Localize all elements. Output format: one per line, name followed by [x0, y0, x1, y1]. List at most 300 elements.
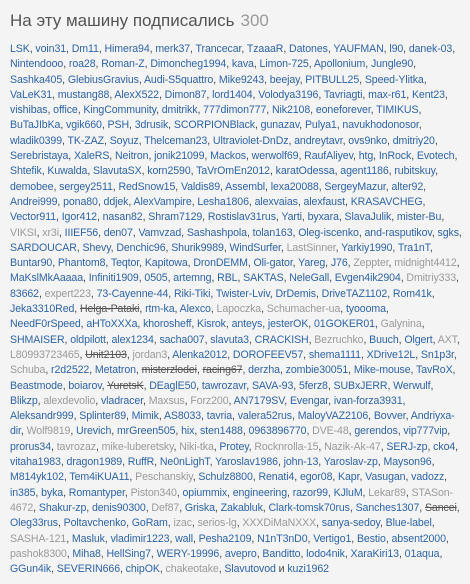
subscriber-link[interactable]: LSK [10, 43, 30, 55]
subscriber-link[interactable]: Yareg [298, 257, 326, 270]
subscriber-link[interactable]: Valdis89 [180, 180, 221, 193]
subscriber-link[interactable]: Zeppter [353, 257, 389, 270]
subscriber-link[interactable]: Beastmode [10, 379, 63, 392]
subscriber-link[interactable]: byxara [307, 211, 339, 224]
subscriber-link[interactable]: Tavriagti [323, 88, 363, 101]
subscriber-link[interactable]: opiummix [182, 486, 228, 499]
subscriber-link[interactable]: DriveTAZ1102 [321, 287, 388, 300]
subscriber-link[interactable]: Rocknrolla-15 [254, 440, 319, 453]
subscriber-link[interactable]: Oli-gator [253, 257, 293, 270]
subscriber-link[interactable]: XaraKiri13 [350, 547, 399, 560]
subscriber-link[interactable]: Audi-S5quattro [143, 73, 214, 86]
subscriber-link[interactable]: danek-03 [408, 43, 453, 55]
subscriber-link[interactable]: vgik660 [66, 119, 102, 132]
subscriber-link[interactable]: J76 [330, 257, 348, 270]
subscriber-link[interactable]: Igor412 [61, 211, 97, 224]
subscriber-link[interactable]: 777dimon777 [203, 104, 267, 117]
subscriber-link[interactable]: SERJ-zp [386, 440, 428, 453]
subscriber-link[interactable]: SCORPIONBlack [173, 119, 255, 132]
subscriber-link[interactable]: VaLeK31 [10, 88, 53, 101]
subscriber-link[interactable]: tawrozavr [201, 379, 247, 392]
subscriber-link[interactable]: Metatron [94, 364, 136, 377]
subscriber-link[interactable]: and-rasputikov [364, 226, 432, 239]
subscriber-link[interactable]: Ne0nLighT [159, 456, 210, 469]
subscriber-link[interactable]: eoneforever [315, 104, 371, 117]
subscriber-link[interactable]: sergey2511 [59, 180, 113, 193]
subscriber-link[interactable]: merk37 [155, 43, 191, 55]
subscriber-link[interactable]: Sancei [424, 501, 457, 514]
subscriber-link[interactable]: jordan3 [132, 348, 168, 361]
subscriber-link[interactable]: Sanches1307 [355, 501, 420, 514]
subscriber-link[interactable]: Andriyxa-dir [10, 410, 455, 438]
subscriber-link[interactable]: YuretsK [107, 379, 144, 392]
subscriber-link[interactable]: alexvaias [254, 195, 298, 208]
subscriber-link[interactable]: boiarov [68, 379, 102, 392]
subscriber-link[interactable]: AlexVampire [133, 195, 192, 208]
subscriber-link[interactable]: vladimir1223 [110, 532, 170, 545]
subscriber-link[interactable]: Def87 [151, 501, 180, 514]
subscriber-link[interactable]: denis90300 [91, 501, 146, 514]
subscriber-link[interactable]: kava [231, 58, 254, 71]
subscriber-link[interactable]: Kisrok [197, 318, 226, 331]
subscriber-link[interactable]: Speed-Ylitka [364, 73, 424, 86]
subscriber-link[interactable]: Serebristaya [10, 150, 69, 163]
subscriber-link[interactable]: den07 [103, 226, 133, 239]
subscriber-link[interactable]: gerendos [354, 425, 398, 438]
subscriber-link[interactable]: XaleRS [73, 150, 110, 163]
subscriber-link[interactable]: Sn1p3r [420, 348, 454, 361]
subscriber-link[interactable]: Buuch [369, 333, 399, 346]
subscriber-link[interactable]: SAKTAS [243, 272, 284, 285]
subscriber-link[interactable]: RuffR [127, 456, 155, 469]
subscriber-link[interactable]: YAUFMAN [333, 43, 384, 55]
subscriber-link[interactable]: sacha007 [159, 333, 205, 346]
subscriber-link[interactable]: agent1186 [340, 165, 389, 178]
subscriber-link[interactable]: Werwulf [393, 379, 431, 392]
subscriber-link[interactable]: midnight4412 [394, 257, 457, 270]
subscriber-link[interactable]: racing67 [202, 364, 243, 377]
subscriber-link[interactable]: Yaroslav1986 [215, 456, 278, 469]
subscriber-link[interactable]: VIKSI [10, 226, 37, 239]
subscriber-link[interactable]: expert223 [44, 287, 91, 300]
subscriber-link[interactable]: Kent23 [411, 88, 445, 101]
subscriber-link[interactable]: Thelceman23 [144, 134, 208, 147]
subscriber-link[interactable]: izac [173, 517, 192, 530]
subscriber-link[interactable]: Oleg-iscenko [298, 226, 359, 239]
subscriber-link[interactable]: serios-lg [197, 517, 237, 530]
subscriber-link[interactable]: Maxsus [148, 394, 185, 407]
subscriber-link[interactable]: DOROFEEV57 [232, 348, 304, 361]
subscriber-link[interactable]: SEVERIN666 [56, 563, 120, 576]
subscriber-link[interactable]: Volodya3196 [258, 88, 319, 101]
subscriber-link[interactable]: cko4 [433, 440, 456, 453]
subscriber-link[interactable]: rubitskuy [394, 165, 436, 178]
subscriber-link[interactable]: demobee [10, 180, 54, 193]
subscriber-link[interactable]: Mike-mouse [353, 364, 411, 377]
subscriber-link[interactable]: GlebiusGravius [67, 73, 139, 86]
subscriber-link[interactable]: NeleGall [289, 272, 330, 285]
subscriber-link[interactable]: Soyuz [109, 134, 139, 147]
subscriber-link[interactable]: Blue-label [385, 517, 432, 530]
subscriber-link[interactable]: 01GOKER01 [313, 318, 375, 331]
subscriber-link[interactable]: Rom41k [392, 287, 432, 300]
subscriber-link[interactable]: RBL [217, 272, 238, 285]
subscriber-link[interactable]: SAVA-93 [251, 379, 294, 392]
subscriber-link[interactable]: KRASAVCHEG [350, 195, 423, 208]
subscriber-link[interactable]: 73-Cayenne-44 [96, 287, 169, 300]
subscriber-link[interactable]: chipOK [125, 563, 160, 576]
subscriber-link[interactable]: nasan82 [102, 211, 143, 224]
subscriber-link[interactable]: vladracer [100, 394, 144, 407]
subscriber-link[interactable]: Galynina [380, 318, 422, 331]
subscriber-link[interactable]: valera52rus [237, 410, 292, 423]
subscriber-link[interactable]: korn2590 [147, 165, 191, 178]
subscriber-link[interactable]: vitaha1983 [10, 456, 61, 469]
subscriber-link[interactable]: RedSnow15 [118, 180, 176, 193]
subscriber-link[interactable]: Jungle90 [370, 58, 414, 71]
subscriber-link[interactable]: WERY-19996 [156, 547, 220, 560]
subscriber-link[interactable]: Andrei999 [10, 195, 58, 208]
subscriber-link[interactable]: Evotech [416, 150, 455, 163]
subscriber-link[interactable]: Piston340 [130, 486, 177, 499]
subscriber-link[interactable]: office [53, 104, 78, 117]
subscriber-link[interactable]: dragon1989 [66, 456, 123, 469]
subscriber-link[interactable]: Nik2108 [271, 104, 311, 117]
subscriber-link[interactable]: htg [358, 150, 374, 163]
subscriber-link[interactable]: misterzlodei [141, 364, 197, 377]
subscriber-link[interactable]: Yarkiy1990 [341, 241, 393, 254]
subscriber-link[interactable]: AlexX522 [114, 88, 159, 101]
subscriber-link[interactable]: andreytavr [294, 134, 343, 147]
subscriber-link[interactable]: Kapr [338, 471, 360, 484]
subscriber-link[interactable]: voin31 [35, 43, 67, 55]
subscriber-link[interactable]: 0505 [144, 272, 168, 285]
subscriber-link[interactable]: Olgert [404, 333, 433, 346]
subscriber-link[interactable]: khorosheff [143, 318, 192, 331]
subscriber-link[interactable]: Alexco [179, 303, 211, 316]
subscriber-link[interactable]: Pesha2109 [198, 532, 252, 545]
subscriber-link[interactable]: Griska [184, 501, 215, 514]
subscriber-link[interactable]: BuTaJIbKa [10, 119, 61, 132]
subscriber-link[interactable]: Shevy [82, 241, 111, 254]
subscriber-link[interactable]: Zakabluk [220, 501, 263, 514]
subscriber-link[interactable]: Oleg33rus [10, 517, 58, 530]
subscriber-link[interactable]: gunazav [260, 119, 300, 132]
subscriber-link[interactable]: shema1111 [308, 348, 361, 361]
subscriber-link[interactable]: DronDEMM [193, 257, 248, 270]
subscriber-link[interactable]: Vamvzad [138, 226, 182, 239]
subscriber-link[interactable]: alexfaust [303, 195, 346, 208]
subscriber-link[interactable]: AXT [437, 333, 457, 346]
subscriber-link[interactable]: SlavaJulik [344, 211, 392, 224]
subscriber-link[interactable]: Lesha1806 [197, 195, 249, 208]
subscriber-link[interactable]: Bovver [373, 410, 406, 423]
subscriber-link[interactable]: Yarti [281, 211, 302, 224]
subscriber-link[interactable]: MaloyVAZ2106 [297, 410, 369, 423]
subscriber-link[interactable]: Dmitriy333 [406, 272, 457, 285]
subscriber-link[interactable]: rtm-ka [145, 303, 175, 316]
subscriber-link[interactable]: Nazik-Ak-47 [324, 440, 381, 453]
subscriber-link[interactable]: ovs9nko [348, 134, 388, 147]
subscriber-link[interactable]: TzaaaR [246, 43, 284, 55]
subscriber-link[interactable]: beejay [269, 73, 300, 86]
subscriber-link[interactable]: jesterOK [267, 318, 309, 331]
subscriber-link[interactable]: Slavutovod [224, 563, 276, 576]
subscriber-link[interactable]: Poltavchenko [63, 517, 127, 530]
subscriber-link[interactable]: artemng [173, 272, 212, 285]
subscriber-link[interactable]: Riki-Tiki [173, 287, 211, 300]
subscriber-link[interactable]: alex1234 [111, 333, 154, 346]
subscriber-link[interactable]: egor08 [299, 471, 333, 484]
subscriber-link[interactable]: Denchic96 [116, 241, 166, 254]
subscriber-link[interactable]: absent2000 [391, 532, 446, 545]
subscriber-link[interactable]: anteys [231, 318, 263, 331]
subscriber-link[interactable]: slavuta3 [210, 333, 249, 346]
subscriber-link[interactable]: Wolf9819 [26, 425, 71, 438]
subscriber-link[interactable]: Trancecar [195, 43, 242, 55]
subscriber-link[interactable]: Helga-Pataki [79, 303, 140, 316]
subscriber-link[interactable]: lodo4nik [306, 547, 345, 560]
subscriber-link[interactable]: Splinter89 [79, 410, 126, 423]
subscriber-link[interactable]: DVE-48 [312, 425, 349, 438]
subscriber-link[interactable]: sten1488 [200, 425, 243, 438]
subscriber-link[interactable]: XDrive12L [366, 348, 416, 361]
subscriber-link[interactable]: SASHA-121 [10, 532, 67, 545]
subscriber-link[interactable]: Mimik [131, 410, 159, 423]
subscriber-link[interactable]: mike-luberetsky [101, 440, 174, 453]
subscriber-link[interactable]: Shurik9989 [171, 241, 224, 254]
subscriber-link[interactable]: wladik0399 [10, 134, 63, 147]
subscriber-link[interactable]: PSH [107, 119, 130, 132]
subscriber-link[interactable]: 83662 [10, 287, 39, 300]
subscriber-link[interactable]: SHMAISER [10, 333, 65, 346]
subscriber-link[interactable]: Evengar [289, 394, 329, 407]
subscriber-link[interactable]: tavria [206, 410, 233, 423]
subscriber-link[interactable]: PITBULL25 [305, 73, 360, 86]
subscriber-link[interactable]: dmitrikk [161, 104, 198, 117]
subscriber-link[interactable]: avepro [224, 547, 257, 560]
subscriber-link[interactable]: Protey [219, 440, 249, 453]
subscriber-link[interactable]: Mike9243 [218, 73, 265, 86]
subscriber-link[interactable]: alexdevolio [43, 394, 96, 407]
subscriber-link[interactable]: razor99 [292, 486, 328, 499]
subscriber-link[interactable]: Bezruchko [314, 333, 364, 346]
subscriber-link[interactable]: Apollonium [313, 58, 366, 71]
subscriber-link[interactable]: Kapitowa [144, 257, 188, 270]
subscriber-link[interactable]: Renati4 [258, 471, 295, 484]
subscriber-link[interactable]: Rostislav31rus [207, 211, 276, 224]
subscriber-link[interactable]: wall [175, 532, 193, 545]
subscriber-link[interactable]: AN7179SV [233, 394, 285, 407]
subscriber-link[interactable]: Phantom8 [57, 257, 106, 270]
subscriber-link[interactable]: Mackos [210, 150, 246, 163]
subscriber-link[interactable]: ddjek [103, 195, 129, 208]
subscriber-link[interactable]: Tem4iKUA11 [69, 471, 130, 484]
subscriber-link[interactable]: DEaglE50 [149, 379, 197, 392]
subscriber-link[interactable]: Clark-tomsk70rus [268, 501, 350, 514]
subscriber-link[interactable]: Sashka405 [10, 73, 63, 86]
subscriber-link[interactable]: roa28 [68, 58, 96, 71]
subscriber-link[interactable]: r2d2522 [51, 364, 90, 377]
subscriber-link[interactable]: Blikzp [10, 394, 38, 407]
subscriber-link[interactable]: Neitron [114, 150, 149, 163]
subscriber-link[interactable]: Nintendooo [10, 58, 64, 71]
subscriber-link[interactable]: Niki-tka [179, 440, 214, 453]
subscriber-link[interactable]: Sashashpola [186, 226, 247, 239]
subscriber-link[interactable]: HellSing7 [106, 547, 151, 560]
subscriber-link[interactable]: WindSurfer [229, 241, 281, 254]
subscriber-link[interactable]: Banditto [262, 547, 301, 560]
subscriber-link[interactable]: RaufAliyev [304, 150, 353, 163]
subscriber-link[interactable]: pashok8300 [10, 547, 67, 560]
subscriber-link[interactable]: Ultraviolet-DnDz [212, 134, 289, 147]
subscriber-link[interactable]: KJluM [333, 486, 363, 499]
subscriber-link[interactable]: KingCommunity [83, 104, 157, 117]
subscriber-link[interactable]: werwolf69 [251, 150, 299, 163]
subscriber-link[interactable]: Masluk [71, 532, 105, 545]
subscriber-link[interactable]: Mayson96 [383, 456, 432, 469]
subscriber-link[interactable]: Schumacher-ua [266, 303, 341, 316]
subscriber-link[interactable]: STASon-4672 [10, 486, 454, 514]
subscriber-link[interactable]: 3drusik [134, 119, 169, 132]
subscriber-link[interactable]: jonik21099 [154, 150, 205, 163]
subscriber-link[interactable]: max-r61 [368, 88, 407, 101]
subscriber-link[interactable]: SUBxJERR [333, 379, 388, 392]
subscriber-link[interactable]: MaKslMkAaaaa [10, 272, 83, 285]
subscriber-link[interactable]: Kuwalda [47, 165, 88, 178]
subscriber-link[interactable]: zombie30051 [285, 364, 349, 377]
subscriber-link[interactable]: Datones [289, 43, 328, 55]
subscriber-link[interactable]: GGun4ik [10, 563, 52, 576]
subscriber-link[interactable]: in385 [10, 486, 36, 499]
subscriber-link[interactable]: 0963896770 [248, 425, 307, 438]
subscriber-link[interactable]: Shram7129 [148, 211, 203, 224]
subscriber-link[interactable]: Assembl [225, 180, 266, 193]
subscriber-link[interactable]: 01aqua [404, 547, 440, 560]
subscriber-link[interactable]: dmitriy20 [392, 134, 435, 147]
subscriber-link[interactable]: IIIEF56 [64, 226, 99, 239]
subscriber-link[interactable]: Aleksandr999 [10, 410, 74, 423]
subscriber-link[interactable]: Shakur-zp [38, 501, 87, 514]
subscriber-link[interactable]: Himera94 [104, 43, 150, 55]
subscriber-link[interactable]: Buntar90 [10, 257, 53, 270]
subscriber-link[interactable]: alter92 [391, 180, 424, 193]
subscriber-link[interactable]: Lapoczka [216, 303, 262, 316]
subscriber-link[interactable]: Infiniti1909 [88, 272, 139, 285]
subscriber-link[interactable]: ivan-forza3931 [333, 394, 403, 407]
subscriber-link[interactable]: karatOdessa [275, 165, 335, 178]
subscriber-link[interactable]: Dimon87 [164, 88, 207, 101]
subscriber-link[interactable]: vadozz [411, 471, 445, 484]
subscriber-link[interactable]: TK-ZAZ [67, 134, 104, 147]
subscriber-link[interactable]: SARDOUCAR [10, 241, 77, 254]
subscriber-link[interactable]: Vertigo1 [313, 532, 352, 545]
subscriber-link[interactable]: tyoooma [345, 303, 386, 316]
subscriber-link[interactable]: mustang88 [57, 88, 110, 101]
subscriber-link[interactable]: M814yk102 [10, 471, 64, 484]
subscriber-link[interactable]: Vasugan [365, 471, 406, 484]
subscriber-link[interactable]: Dimoncheg1994 [150, 58, 227, 71]
subscriber-link[interactable]: LastSinner [286, 241, 336, 254]
subscriber-link[interactable]: Alenka2012 [172, 348, 228, 361]
subscriber-link[interactable]: lord1404 [212, 88, 253, 101]
subscriber-link[interactable]: tolan163 [252, 226, 293, 239]
subscriber-link[interactable]: Teqtor [110, 257, 140, 270]
subscriber-link[interactable]: aHToXXXa [86, 318, 138, 331]
subscriber-link[interactable]: Jeka3310Red [10, 303, 75, 316]
subscriber-link[interactable]: Schuba [10, 364, 46, 377]
subscriber-link[interactable]: Romantyper [68, 486, 125, 499]
subscriber-link[interactable]: NeedF0rSpeed [10, 318, 81, 331]
subscriber-link[interactable]: GoRam [131, 517, 168, 530]
subscriber-link[interactable]: Evgen4ik2904 [334, 272, 401, 285]
subscriber-link[interactable]: SlavutaSX [93, 165, 142, 178]
subscriber-link[interactable]: Pulya1 [304, 119, 337, 132]
subscriber-link[interactable]: lexa20088 [270, 180, 319, 193]
subscriber-link[interactable]: Dm11 [71, 43, 99, 55]
subscriber-link[interactable]: Urevich [76, 425, 112, 438]
subscriber-link[interactable]: john-13 [283, 456, 319, 469]
subscriber-link[interactable]: Vector911 [10, 211, 57, 224]
subscriber-link[interactable]: 5ferz8 [298, 379, 328, 392]
subscriber-link[interactable]: Unit2103 [85, 348, 127, 361]
subscriber-link[interactable]: engineering [232, 486, 287, 499]
subscriber-link[interactable]: hix [181, 425, 195, 438]
subscriber-link[interactable]: vip777vip [403, 425, 448, 438]
subscriber-link[interactable]: chakeotake [165, 563, 219, 576]
subscriber-link[interactable]: kuzi1962 [287, 563, 329, 576]
subscriber-link[interactable]: Tra1nT [397, 241, 430, 254]
subscriber-link[interactable]: mister-Bu [396, 211, 442, 224]
subscriber-link[interactable]: navukhodonosor [342, 119, 419, 132]
subscriber-link[interactable]: derzha [248, 364, 280, 377]
subscriber-link[interactable]: Forz200 [190, 394, 229, 407]
subscriber-link[interactable]: pona80 [63, 195, 98, 208]
subscriber-link[interactable]: L80993723465 [10, 348, 80, 361]
subscriber-link[interactable]: sanya-sedoy [321, 517, 380, 530]
subscriber-link[interactable]: Schulz8800 [198, 471, 253, 484]
subscriber-link[interactable]: Yaroslav-zp [323, 456, 378, 469]
subscriber-link[interactable]: SergeyMazur [324, 180, 386, 193]
subscriber-link[interactable]: l90 [389, 43, 404, 55]
subscriber-link[interactable]: vishibas [10, 104, 48, 117]
subscriber-link[interactable]: mrGreen505 [116, 425, 176, 438]
subscriber-link[interactable]: TaVrOmEn2012 [196, 165, 270, 178]
subscriber-link[interactable]: InRock [378, 150, 412, 163]
subscriber-link[interactable]: xr3i [42, 226, 59, 239]
subscriber-link[interactable]: XXXDiMaNXXX [242, 517, 317, 530]
subscriber-link[interactable]: DrDemis [275, 287, 316, 300]
subscriber-link[interactable]: Limon-725 [259, 58, 309, 71]
subscriber-link[interactable]: prorus34 [10, 440, 52, 453]
subscriber-link[interactable]: byka [41, 486, 64, 499]
subscriber-link[interactable]: TIMIKUS [376, 104, 419, 117]
subscriber-link[interactable]: Bestio [356, 532, 386, 545]
subscriber-link[interactable]: tavrozaz [56, 440, 96, 453]
subscriber-link[interactable]: TavRoX [416, 364, 453, 377]
subscriber-link[interactable]: N1nT3nD0 [257, 532, 308, 545]
subscriber-link[interactable]: Roman-Z [101, 58, 145, 71]
subscriber-link[interactable]: Shtefik [10, 165, 42, 178]
subscriber-link[interactable]: Lekar89 [368, 486, 406, 499]
subscriber-link[interactable]: Miha8 [72, 547, 101, 560]
subscriber-link[interactable]: Peschanskiy [135, 471, 193, 484]
subscriber-link[interactable]: CRACKISH [254, 333, 309, 346]
subscriber-link[interactable]: AS8033 [163, 410, 202, 423]
subscriber-link[interactable]: Twister-Lviv [215, 287, 270, 300]
subscriber-link[interactable]: oldpilott [70, 333, 106, 346]
subscriber-link[interactable]: sgks [437, 226, 459, 239]
